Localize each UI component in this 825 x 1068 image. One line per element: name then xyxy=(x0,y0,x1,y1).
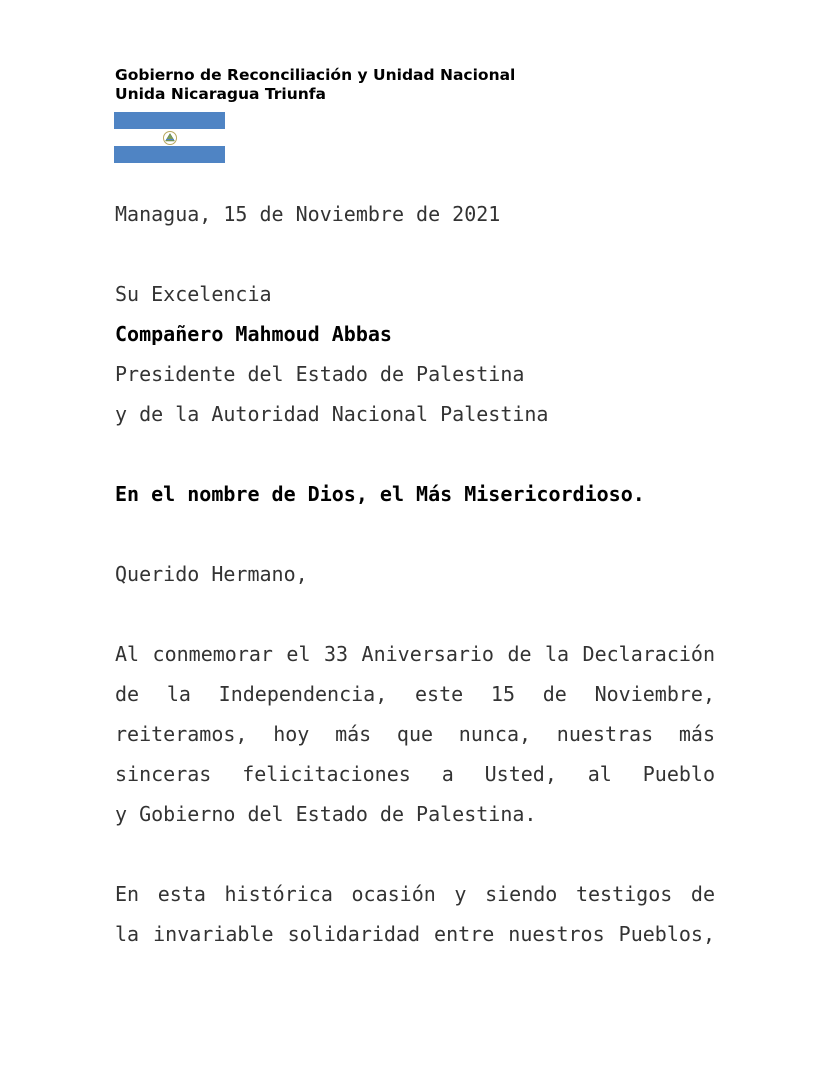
paragraph-line: la invariable solidaridad entre nuestros Pueblos, xyxy=(115,922,715,946)
paragraph-1 xyxy=(115,634,715,834)
invocation: En el nombre de Dios, el Más Misericordioso. xyxy=(115,482,645,506)
paragraph-2 xyxy=(115,874,715,954)
recipient-role-2: y de la Autoridad Nacional Palestina xyxy=(115,402,549,426)
paragraph-line: En esta histórica ocasión y siendo testigos de xyxy=(115,882,715,906)
paragraph-line: Al conmemorar el 33 Aniversario de la Declaración xyxy=(115,642,715,666)
letterhead xyxy=(115,66,515,104)
recipient-role-1: Presidente del Estado de Palestina xyxy=(115,362,525,386)
flag-bottom-stripe xyxy=(114,146,225,163)
paragraph-line: sinceras felicitaciones a Usted, al Pueblo xyxy=(115,762,715,786)
greeting: Querido Hermano, xyxy=(115,562,308,586)
recipient-title: Su Excelencia xyxy=(115,282,272,306)
coat-of-arms-icon xyxy=(162,130,178,146)
paragraph-line: y Gobierno del Estado de Palestina. xyxy=(115,802,537,826)
letterhead-government-name: Gobierno de Reconciliación y Unidad Nacional xyxy=(115,66,516,84)
paragraph-line: de la Independencia, este 15 de Noviembre, xyxy=(115,682,715,706)
flag-top-stripe xyxy=(114,112,225,129)
letter-body xyxy=(115,194,715,954)
nicaragua-flag-image xyxy=(114,112,225,163)
paragraph-line: reiteramos, hoy más que nunca, nuestras más xyxy=(115,722,715,746)
letterhead-slogan: Unida Nicaragua Triunfa xyxy=(115,85,327,103)
recipient-name: Compañero Mahmoud Abbas xyxy=(115,322,392,346)
letter-date: Managua, 15 de Noviembre de 2021 xyxy=(115,202,501,226)
